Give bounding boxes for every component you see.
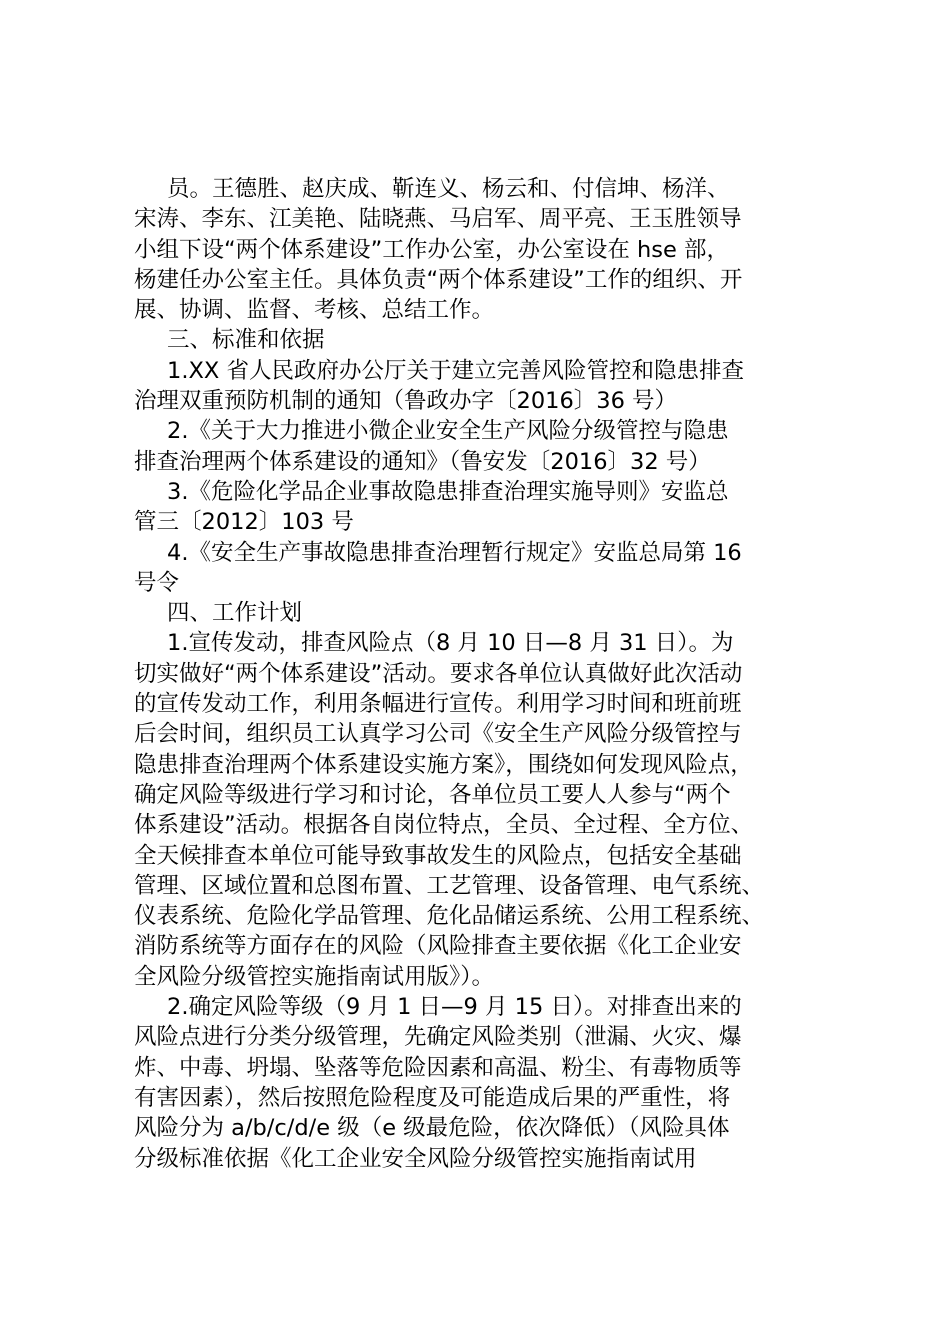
document-line: 有害因素），然后按照危险程度及可能造成后果的严重性，将 [134, 1084, 731, 1111]
document-body [134, 174, 834, 1174]
document-line: 全风险分级管控实施指南试用版》）。 [134, 963, 495, 990]
document-line: 2.《关于大力推进小微企业安全生产风险分级管控与隐患 [167, 418, 729, 445]
document-line: 后会时间，组织员工认真学习公司《安全生产风险分级管控与 [134, 721, 742, 748]
document-line: 确定风险等级进行学习和讨论，各单位员工要人人参与“两个 [134, 781, 731, 808]
document-line: 治理双重预防机制的通知（鲁政办字〔2016〕36 号） [134, 388, 678, 415]
document-line: 排查治理两个体系建设的通知》（鲁安发〔2016〕32 号） [134, 448, 711, 475]
document-line: 仪表系统、危险化学品管理、危化品储运系统、公用工程系统、 [134, 903, 765, 930]
document-line: 杨建任办公室主任。具体负责“两个体系建设”工作的组织、开 [134, 266, 743, 293]
document-line: 1.XX 省人民政府办公厅关于建立完善风险管控和隐患排查 [167, 357, 744, 384]
document-line: 3.《危险化学品企业事故隐患排查治理实施导则》安监总 [167, 478, 729, 505]
document-line: 的宣传发动工作，利用条幅进行宣传。利用学习时间和班前班 [134, 691, 742, 718]
document-line: 四、工作计划 [167, 600, 303, 627]
document-line: 员。王德胜、赵庆成、靳连义、杨云和、付信坤、杨洋、 [167, 176, 730, 202]
document-line: 三、标准和依据 [167, 327, 325, 354]
document-line: 风险分为 a/b/c/d/e 级（e 级最危险，依次降低）（风险具体 [134, 1115, 730, 1142]
document-line: 管三〔2012〕103 号 [134, 509, 354, 536]
document-line: 体系建设”活动。根据各自岗位特点，全员、全过程、全方位、 [134, 812, 754, 839]
document-line: 宋涛、李东、江美艳、陆晓燕、马启军、周平亮、王玉胜领导 [134, 206, 742, 233]
document-line: 消防系统等方面存在的风险（风险排查主要依据《化工企业安 [134, 933, 742, 960]
document-line: 1.宣传发动，排查风险点（8 月 10 日—8 月 31 日）。为 [167, 630, 734, 657]
document-line: 分级标准依据《化工企业安全风险分级管控实施指南试用 [134, 1145, 697, 1172]
document-line: 隐患排查治理两个体系建设实施方案》，围绕如何发现风险点， [134, 751, 753, 778]
document-line: 全天候排查本单位可能导致事故发生的风险点，包括安全基础 [134, 842, 742, 869]
document-line: 风险点进行分类分级管理，先确定风险类别（泄漏、火灾、爆 [134, 1024, 742, 1051]
document-line: 号令 [134, 569, 180, 596]
document-line: 炸、中毒、坍塌、坠落等危险因素和高温、粉尘、有毒物质等 [134, 1054, 742, 1081]
document-line: 切实做好“两个体系建设”活动。要求各单位认真做好此次活动 [134, 660, 743, 687]
document-line: 4.《安全生产事故隐患排查治理暂行规定》安监总局第 16 [167, 539, 742, 566]
document-line: 展、协调、监督、考核、总结工作。 [134, 297, 495, 324]
document-line: 小组下设“两个体系建设”工作办公室，办公室设在 hse 部， [134, 236, 729, 263]
document-line: 管理、区域位置和总图布置、工艺管理、设备管理、电气系统、 [134, 872, 765, 899]
document-line: 2.确定风险等级（9 月 1 日—9 月 15 日）。对排查出来的 [167, 994, 742, 1021]
